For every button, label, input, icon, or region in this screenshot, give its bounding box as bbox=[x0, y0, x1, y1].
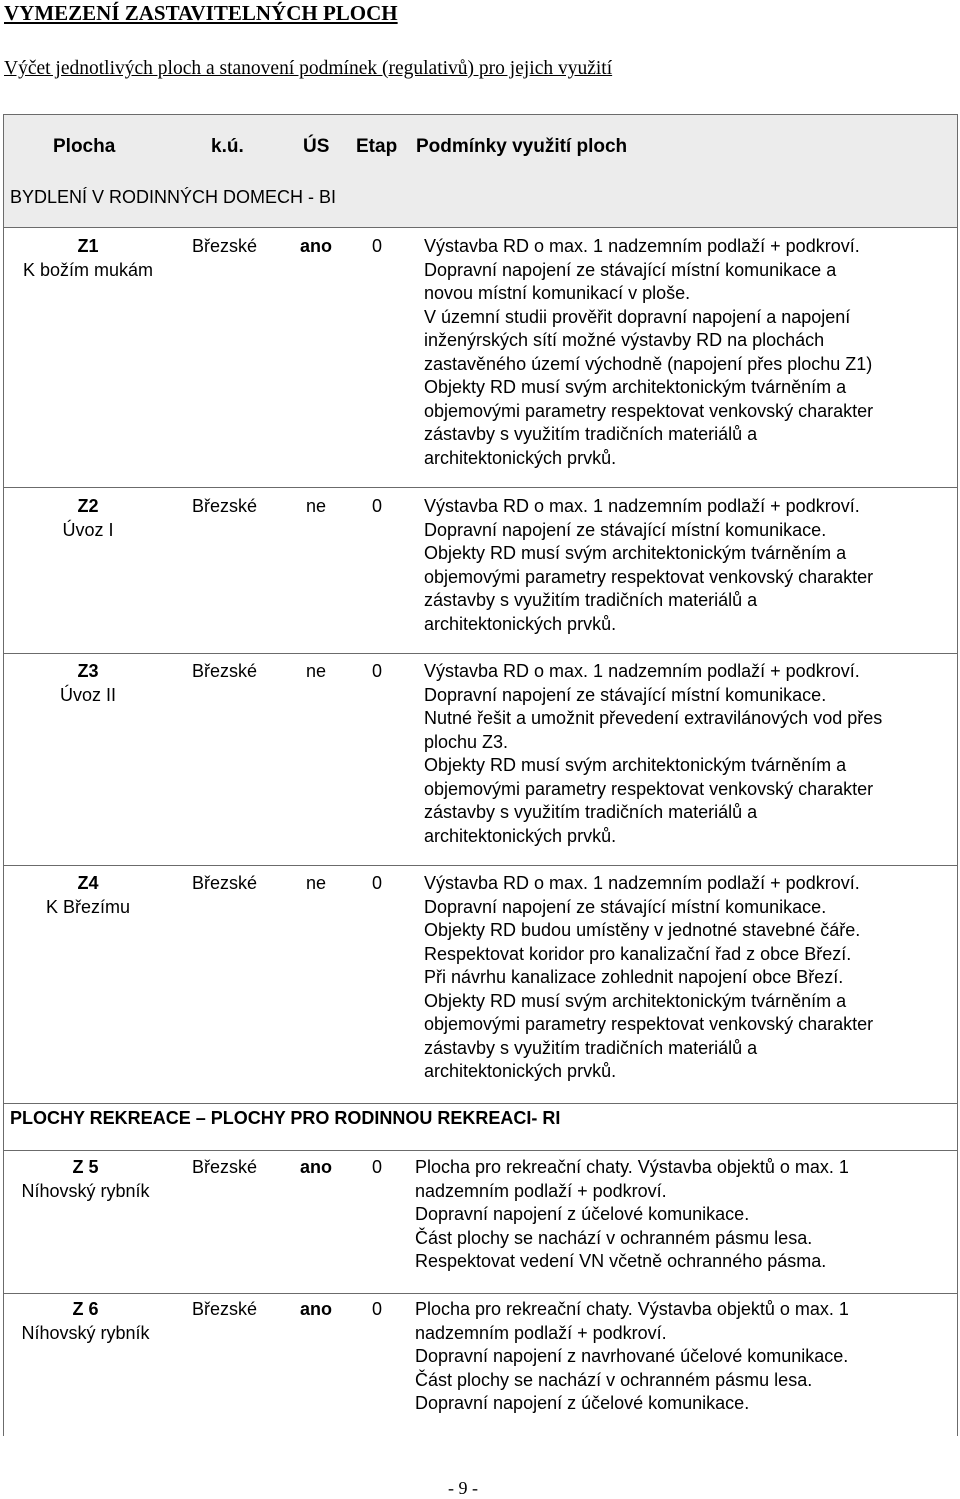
condition-line: Respektovat vedení VN včetně ochranného pásma. bbox=[415, 1251, 827, 1271]
condition-line: Při návrhu kanalizace zohlednit napojení obce Březí. bbox=[424, 967, 844, 987]
condition-line: nadzemním podlaží + podkroví. bbox=[415, 1322, 667, 1343]
row-ku: Březské bbox=[192, 1157, 258, 1177]
row-area-name: Níhovský rybník bbox=[21, 1181, 150, 1201]
condition-line: architektonických prvků. bbox=[424, 613, 617, 634]
condition-line: novou místní komunikací v ploše. bbox=[424, 283, 691, 303]
header-podminky: Podmínky využití ploch bbox=[416, 136, 628, 157]
condition-line: Plocha pro rekreační chaty. Výstavba objektů o max. 1 bbox=[415, 1299, 849, 1319]
row-ku: Březské bbox=[192, 1299, 258, 1319]
condition-line: Dopravní napojení z účelové komunikace. bbox=[415, 1393, 750, 1413]
row-code: Z1 bbox=[77, 236, 99, 256]
row-area-name: Úvoz II bbox=[59, 685, 116, 705]
condition-line: architektonických prvků. bbox=[424, 447, 617, 468]
page-number: - 9 - bbox=[448, 1478, 478, 1498]
condition-line: objemovými parametry respektovat venkovský charakter bbox=[424, 566, 874, 587]
condition-line: Nutné řešit a umožnit převedení extravilánových vod přes bbox=[424, 708, 883, 728]
row-us: ne bbox=[306, 661, 327, 681]
condition-line: nadzemním podlaží + podkroví. bbox=[415, 1180, 667, 1201]
document-title: VYMEZENÍ ZASTAVITELNÝCH PLOCH bbox=[4, 1, 398, 25]
row-conditions bbox=[424, 660, 882, 848]
condition-line: Dopravní napojení z účelové komunikace. bbox=[415, 1204, 750, 1224]
condition-line: Výstavba RD o max. 1 nadzemním podlaží + podkroví. bbox=[424, 661, 860, 681]
condition-line: Část plochy se nachází v ochranném pásmu lesa. bbox=[415, 1369, 813, 1390]
condition-line: Dopravní napojení z navrhované účelové komunikace. bbox=[415, 1346, 849, 1366]
row-area-name: K Březímu bbox=[45, 897, 131, 917]
condition-line: architektonických prvků. bbox=[424, 825, 617, 846]
condition-line: plochu Z3. bbox=[424, 731, 509, 752]
condition-line: Plocha pro rekreační chaty. Výstavba objektů o max. 1 bbox=[415, 1157, 849, 1177]
row-code: Z2 bbox=[77, 496, 99, 516]
condition-line: Objekty RD musí svým architektonickým tvárněním a bbox=[424, 543, 847, 563]
row-area-name: K božím mukám bbox=[22, 260, 154, 280]
condition-line: architektonických prvků. bbox=[424, 1061, 617, 1081]
condition-line: zástavby s využitím tradičních materiálů a bbox=[424, 1037, 758, 1058]
row-etap: 0 bbox=[372, 1299, 383, 1319]
row-code: Z 6 bbox=[72, 1299, 99, 1319]
condition-line: Výstavba RD o max. 1 nadzemním podlaží + podkroví. bbox=[424, 236, 860, 256]
section-title-ri: PLOCHY REKREACE – PLOCHY PRO RODINNOU REKREACI- RI bbox=[10, 1108, 561, 1128]
condition-line: Výstavba RD o max. 1 nadzemním podlaží + podkroví. bbox=[424, 873, 860, 893]
condition-line: Dopravní napojení ze stávající místní komunikace a bbox=[424, 259, 837, 280]
condition-line: objemovými parametry respektovat venkovský charakter bbox=[424, 1014, 874, 1034]
row-divider bbox=[3, 865, 958, 866]
row-divider bbox=[3, 653, 958, 654]
condition-line: Objekty RD musí svým architektonickým tvárněním a bbox=[424, 377, 847, 397]
section-title-bi: BYDLENÍ V RODINNÝCH DOMECH - BI bbox=[10, 187, 337, 207]
row-conditions bbox=[424, 495, 873, 636]
condition-line: Respektovat koridor pro kanalizační řad z obce Březí. bbox=[424, 943, 852, 964]
condition-line: zastavěného území východně (napojení přes plochu Z1) bbox=[424, 353, 873, 374]
row-divider bbox=[3, 487, 958, 488]
condition-line: Dopravní napojení ze stávající místní komunikace. bbox=[424, 896, 827, 917]
row-area-name: Níhovský rybník bbox=[21, 1323, 150, 1343]
condition-line: objemovými parametry respektovat venkovský charakter bbox=[424, 778, 874, 799]
condition-line: Objekty RD musí svým architektonickým tvárněním a bbox=[424, 755, 847, 775]
row-etap: 0 bbox=[372, 873, 383, 893]
row-conditions bbox=[424, 872, 873, 1084]
condition-line: Část plochy se nachází v ochranném pásmu lesa. bbox=[415, 1227, 813, 1248]
condition-line: Objekty RD musí svým architektonickým tvárněním a bbox=[424, 990, 847, 1011]
row-divider bbox=[3, 1103, 958, 1104]
row-etap: 0 bbox=[372, 236, 383, 256]
row-etap: 0 bbox=[372, 496, 383, 516]
row-etap: 0 bbox=[372, 1157, 383, 1177]
row-ku: Březské bbox=[192, 873, 258, 893]
row-area-name: Úvoz I bbox=[62, 520, 114, 540]
condition-line: zástavby s využitím tradičních materiálů a bbox=[424, 802, 758, 822]
row-us: ne bbox=[306, 496, 327, 516]
header-ku: k.ú. bbox=[211, 136, 244, 157]
header-plocha: Plocha bbox=[53, 136, 116, 157]
row-us: ano bbox=[300, 236, 333, 256]
header-us: ÚS bbox=[303, 136, 330, 157]
row-code: Z4 bbox=[77, 873, 99, 893]
row-conditions bbox=[415, 1298, 849, 1416]
row-us: ano bbox=[300, 1157, 333, 1177]
row-us: ano bbox=[300, 1299, 333, 1319]
row-etap: 0 bbox=[372, 661, 383, 681]
condition-line: Objekty RD budou umístěny v jednotné stavebné čáře. bbox=[424, 920, 861, 940]
row-code: Z3 bbox=[77, 661, 99, 681]
row-us: ne bbox=[306, 873, 327, 893]
document-subtitle: Výčet jednotlivých ploch a stanovení podmínek (regulativů) pro jejich využití bbox=[4, 58, 613, 79]
row-conditions bbox=[424, 235, 873, 470]
condition-line: zástavby s využitím tradičních materiálů a bbox=[424, 590, 758, 610]
condition-line: Výstavba RD o max. 1 nadzemním podlaží + podkroví. bbox=[424, 496, 860, 516]
condition-line: Dopravní napojení ze stávající místní komunikace. bbox=[424, 684, 827, 705]
header-etap: Etap bbox=[356, 136, 398, 157]
row-ku: Březské bbox=[192, 661, 258, 681]
table-header-band bbox=[3, 114, 958, 228]
condition-line: Dopravní napojení ze stávající místní komunikace. bbox=[424, 519, 827, 540]
row-conditions bbox=[415, 1156, 849, 1274]
condition-line: objemovými parametry respektovat venkovský charakter bbox=[424, 400, 874, 421]
row-code: Z 5 bbox=[72, 1157, 99, 1177]
condition-line: zástavby s využitím tradičních materiálů a bbox=[424, 424, 758, 444]
condition-line: V územní studii prověřit dopravní napojení a napojení bbox=[424, 306, 851, 327]
condition-line: inženýrských sítí možné výstavby RD na plochách bbox=[424, 330, 825, 350]
table-left-border bbox=[3, 114, 4, 1436]
row-ku: Březské bbox=[192, 236, 258, 256]
row-divider bbox=[3, 1150, 958, 1151]
row-divider bbox=[3, 1293, 958, 1294]
row-ku: Březské bbox=[192, 496, 258, 516]
table-right-border bbox=[957, 114, 958, 1436]
